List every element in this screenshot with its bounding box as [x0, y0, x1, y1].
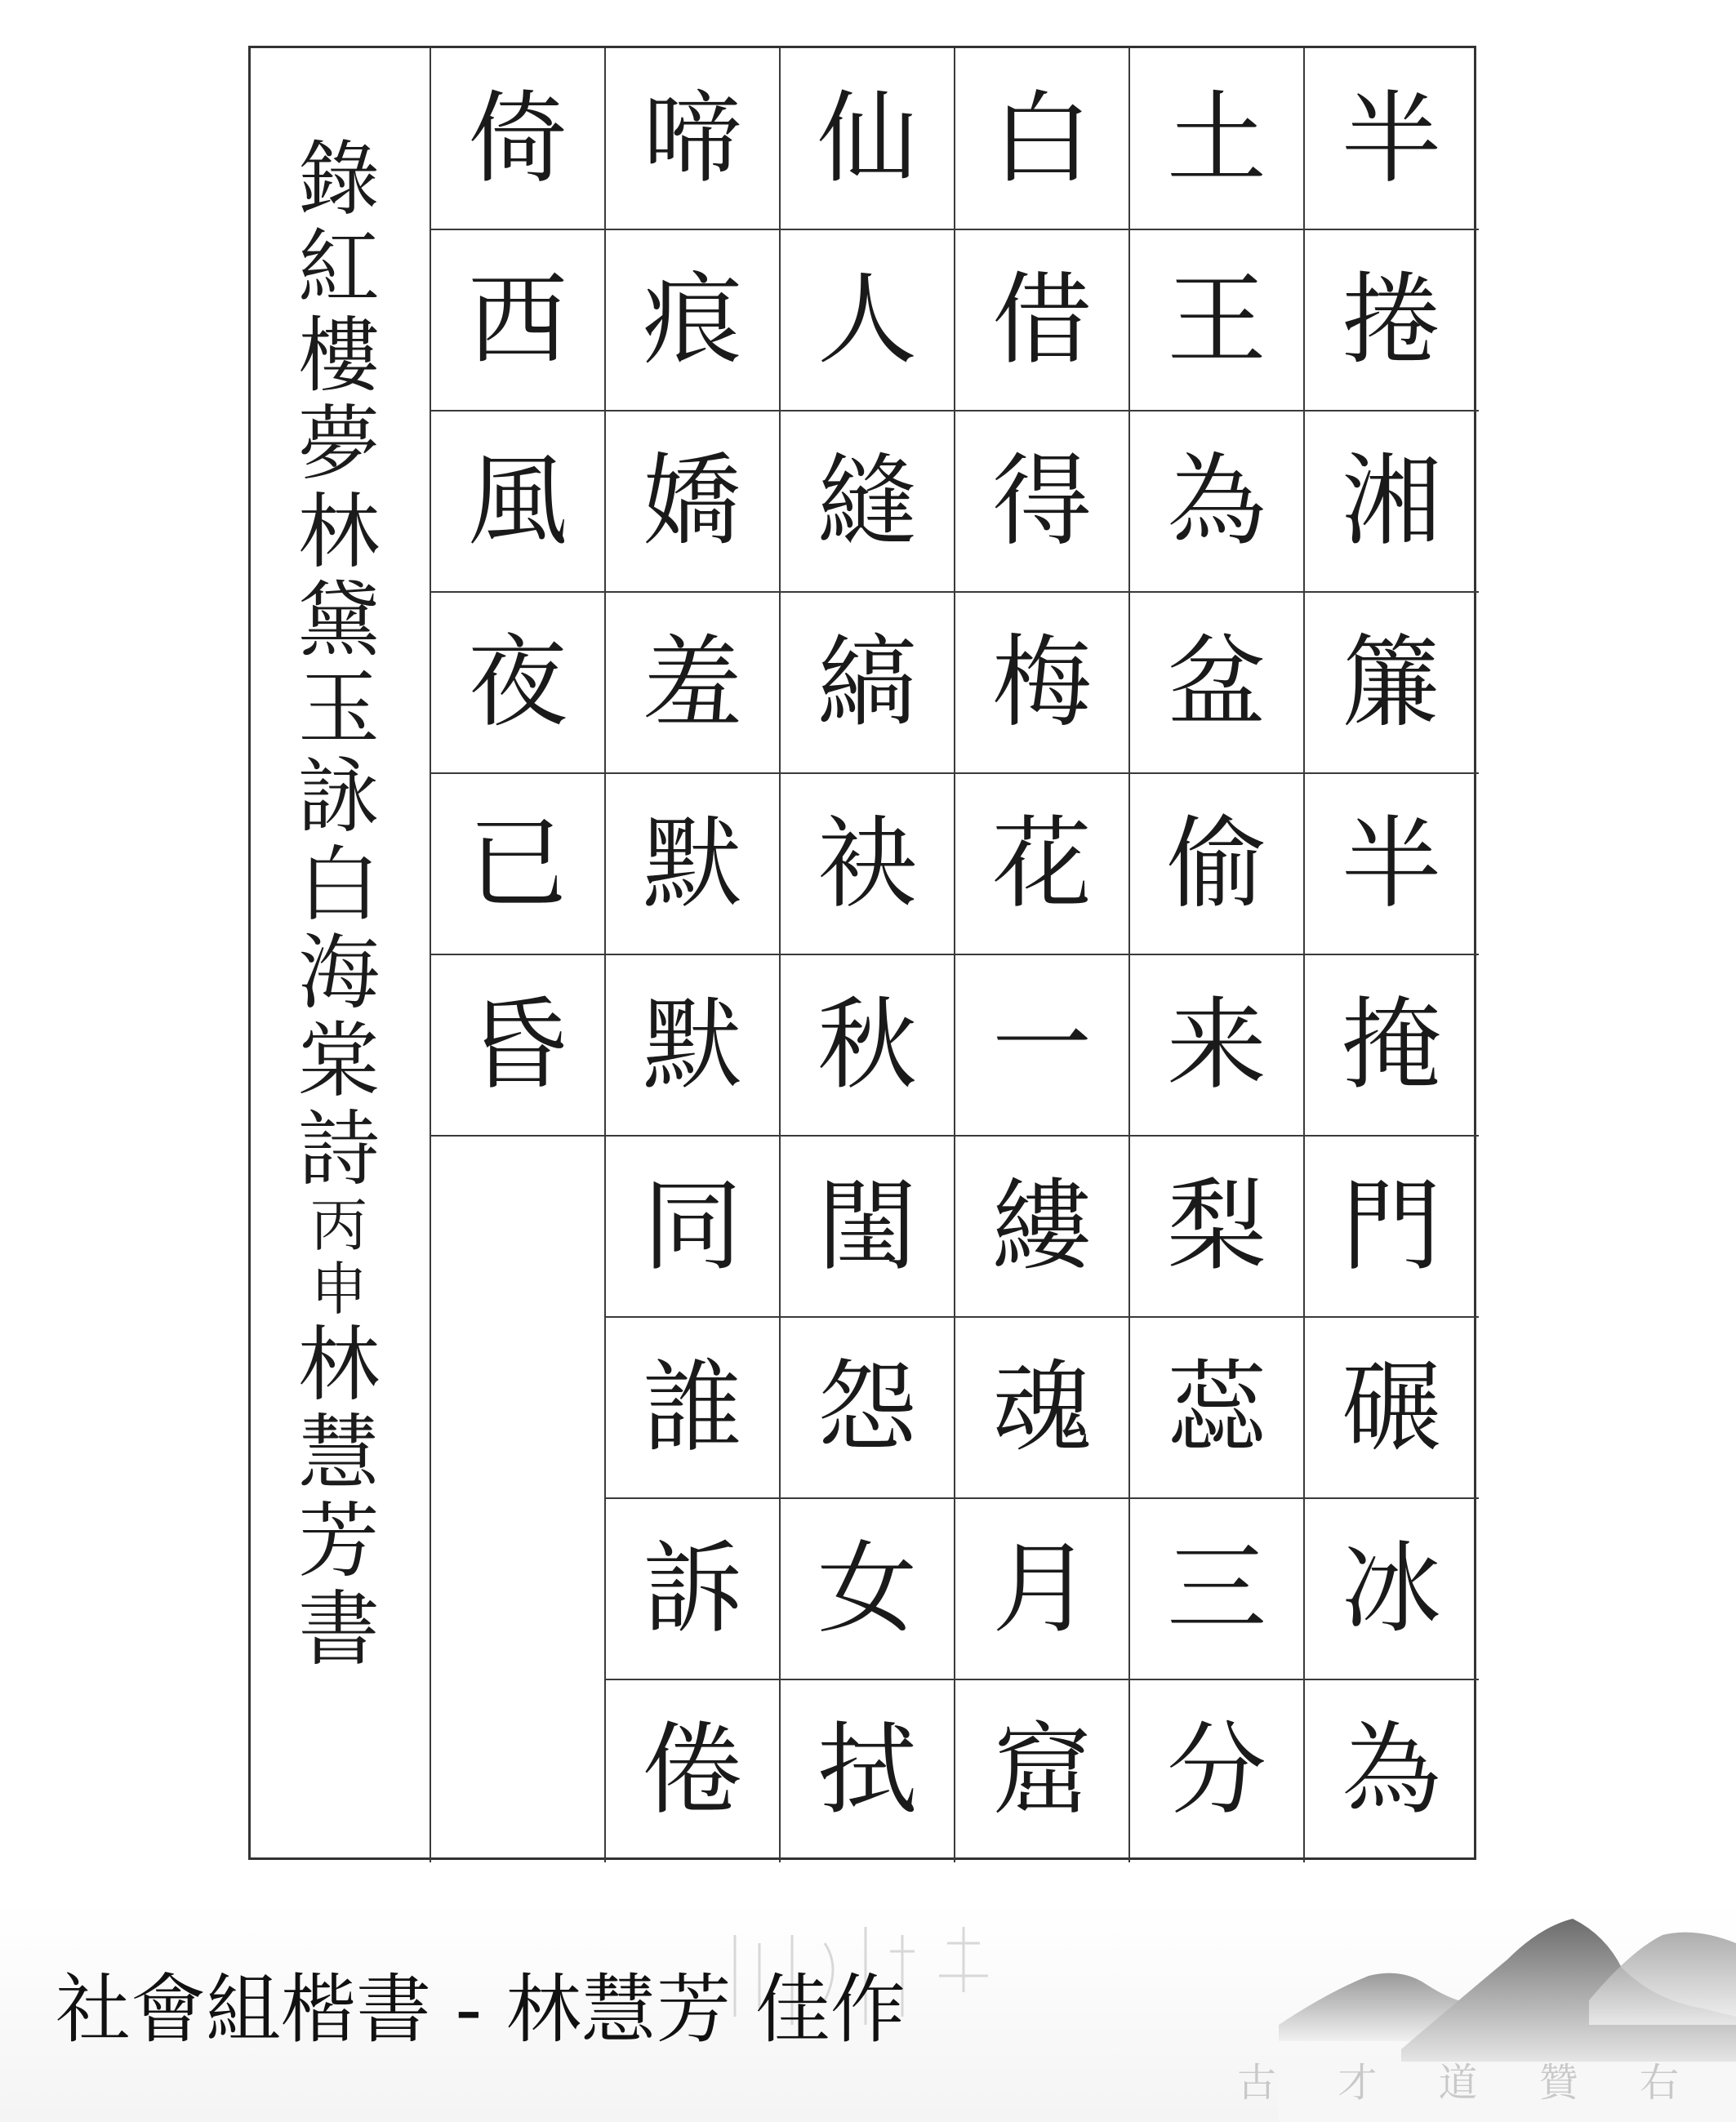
poem-character: 同: [643, 1168, 742, 1284]
poem-character: 袂: [817, 806, 917, 922]
poem-character: 為: [1342, 1712, 1441, 1828]
inscription-character: 申: [310, 1256, 367, 1323]
poem-character: 默: [643, 987, 742, 1103]
poem-character: 倦: [643, 1712, 742, 1828]
poem-character: 夜: [468, 625, 568, 741]
poem-character: 掩: [1342, 987, 1441, 1103]
inscription-character: 丙: [310, 1192, 367, 1259]
poem-character: 怨: [817, 1350, 917, 1466]
poem-character: 拭: [817, 1712, 917, 1828]
poem-character: 来: [1167, 987, 1266, 1103]
poem-character: 分: [1167, 1712, 1266, 1828]
poem-character: 盆: [1167, 625, 1266, 741]
poem-character: 花: [992, 806, 1092, 922]
inscription-character: 詠: [298, 749, 380, 844]
inscription-character: 黛: [298, 572, 380, 668]
poem-character: 秋: [817, 987, 917, 1103]
poem-character: 縞: [817, 625, 917, 741]
inscription-character: 海: [298, 925, 380, 1021]
poem-character: 梨: [1167, 1168, 1266, 1284]
poem-character: 訴: [643, 1531, 742, 1647]
poem-character: 碾: [1342, 1350, 1441, 1466]
poem-character: 半: [1342, 806, 1441, 922]
poem-character: 羞: [643, 625, 742, 741]
poem-character: 半: [1342, 81, 1441, 197]
poem-character: 啼: [643, 81, 742, 197]
poem-character: 一: [992, 987, 1092, 1103]
poem-character: 誰: [643, 1350, 742, 1466]
poem-character: 門: [1342, 1168, 1441, 1284]
poem-character: 蕊: [1167, 1350, 1266, 1466]
inscription-character: 詩: [298, 1101, 380, 1197]
poem-character: 得: [992, 443, 1092, 559]
poem-character: 窟: [992, 1712, 1092, 1828]
poem-character: 王: [1167, 262, 1266, 378]
poem-character: 湘: [1342, 443, 1441, 559]
poem-character: 昏: [468, 987, 568, 1103]
poem-character: 嬌: [643, 443, 742, 559]
poem-character: 偷: [1167, 806, 1266, 922]
poem-character: 已: [468, 806, 568, 922]
poem-character: 女: [817, 1531, 917, 1647]
poem-character: 借: [992, 262, 1092, 378]
poem-character: 月: [992, 1531, 1092, 1647]
inscription-character: 白: [298, 837, 380, 932]
poem-character: 白: [992, 81, 1092, 197]
poem-character: 捲: [1342, 262, 1441, 378]
poem-character: 土: [1167, 81, 1266, 197]
background-text: 古 才 道 贊 右: [1236, 2060, 1703, 2106]
poem-character: 人: [817, 262, 917, 378]
poem-character: 三: [1167, 1531, 1266, 1647]
poem-character: 冰: [1342, 1531, 1441, 1647]
poem-character: 風: [468, 443, 568, 559]
inscription-character: 紅: [298, 220, 380, 315]
inscription-character: 玉: [298, 661, 380, 756]
poem-character: 簾: [1342, 625, 1441, 741]
inscription-column: [278, 131, 400, 1677]
poem-character: 西: [468, 262, 568, 378]
poem-character: 為: [1167, 443, 1266, 559]
inscription-character: 慧: [298, 1405, 380, 1501]
poem-character: 默: [643, 806, 742, 922]
inscription-character: 芳: [298, 1493, 380, 1589]
poem-character: 閨: [817, 1168, 917, 1284]
inscription-character: 林: [298, 1317, 380, 1412]
poem-character: 魂: [992, 1350, 1092, 1466]
inscription-character: 書: [298, 1581, 380, 1677]
inscription-character: 林: [298, 484, 380, 580]
inscription-character: 樓: [298, 308, 380, 403]
poem-character: 倚: [468, 81, 568, 197]
poem-character: 縷: [992, 1168, 1092, 1284]
inscription-character: 夢: [298, 396, 380, 492]
inscription-character: 棠: [298, 1013, 380, 1109]
poem-character: 痕: [643, 262, 742, 378]
footer-banner: [0, 1902, 1736, 2122]
caption-title: 社會組楷書 - 林慧芳 佳作: [56, 1966, 906, 2053]
poem-character: 縫: [817, 443, 917, 559]
poem-character: 仙: [817, 81, 917, 197]
calligraphy-sheet: [248, 46, 1476, 1860]
inscription-character: 錄: [298, 131, 380, 227]
poem-character: 梅: [992, 625, 1092, 741]
